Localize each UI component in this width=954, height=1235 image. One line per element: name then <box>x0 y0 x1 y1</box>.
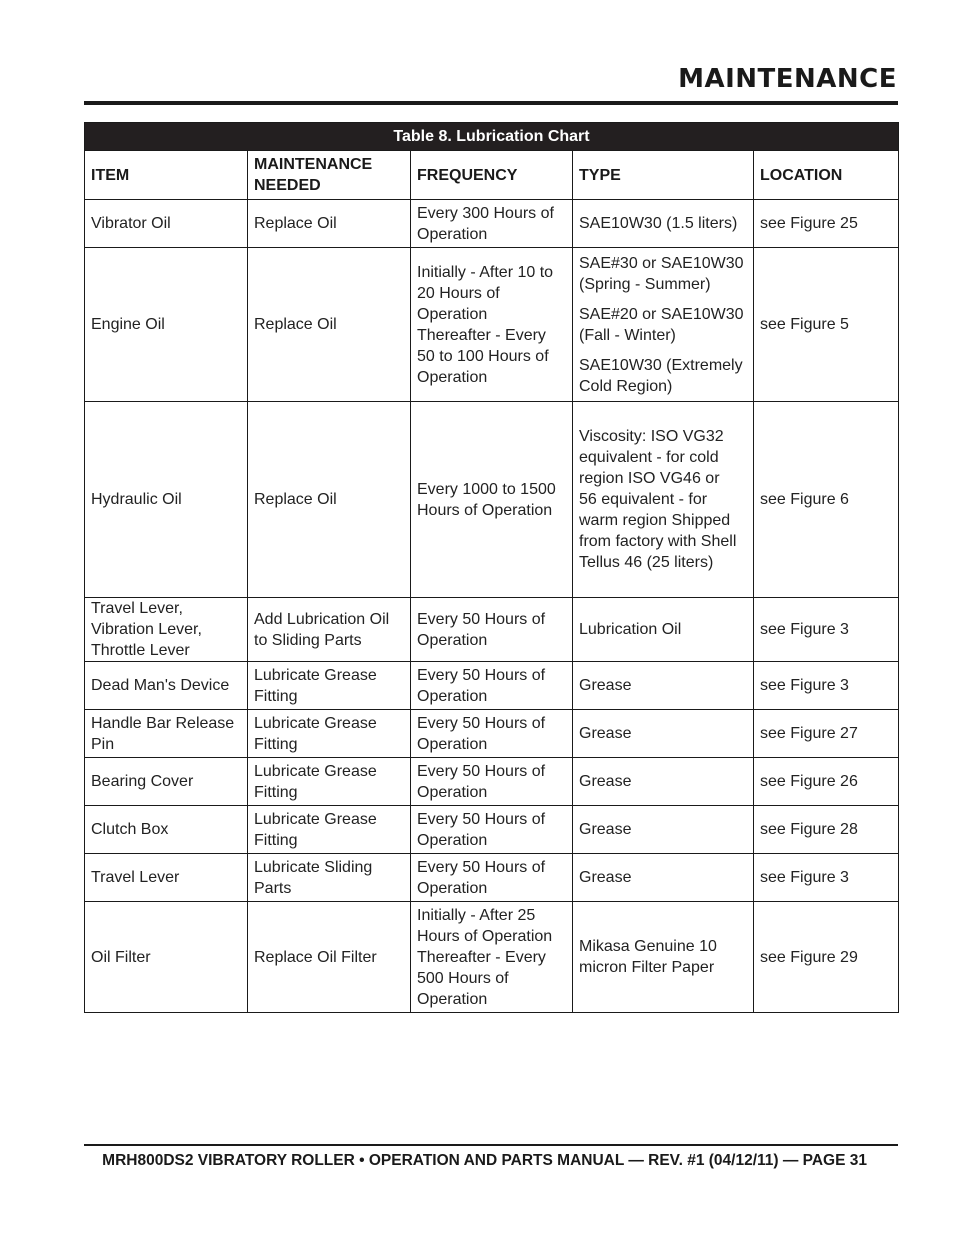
cell-type: Grease <box>573 758 754 806</box>
cell-type: Mikasa Genuine 10 micron Filter Paper <box>573 902 754 1013</box>
cell-item: Travel Lever <box>85 854 248 902</box>
cell-maintenance: Lubricate Grease Fitting <box>248 662 411 710</box>
table-row <box>85 662 899 710</box>
cell-location: see Figure 26 <box>754 758 899 806</box>
table-row <box>85 854 899 902</box>
table-row <box>85 248 899 402</box>
cell-frequency: Initially - After 10 to 20 Hours of Operation Thereafter - Every 50 to 100 Hours of Operation <box>411 248 573 402</box>
cell-location: see Figure 27 <box>754 710 899 758</box>
cell-frequency: Every 50 Hours of Operation <box>411 854 573 902</box>
cell-location: see Figure 25 <box>754 200 899 248</box>
cell-maintenance: Replace Oil <box>248 248 411 402</box>
footer-rule <box>84 1144 898 1146</box>
lubrication-chart-table <box>84 122 899 1013</box>
table-row <box>85 710 899 758</box>
cell-location: see Figure 3 <box>754 854 899 902</box>
cell-location: see Figure 5 <box>754 248 899 402</box>
table-row <box>85 402 899 598</box>
table-row <box>85 200 899 248</box>
column-header-location: LOCATION <box>754 151 899 200</box>
table-row <box>85 806 899 854</box>
cell-location: see Figure 6 <box>754 402 899 598</box>
cell-type: SAE10W30 (1.5 liters) <box>573 200 754 248</box>
cell-maintenance: Replace Oil <box>248 200 411 248</box>
cell-type: Grease <box>573 710 754 758</box>
cell-item: Clutch Box <box>85 806 248 854</box>
section-title: MAINTENANCE <box>678 64 897 94</box>
cell-frequency: Every 50 Hours of Operation <box>411 758 573 806</box>
cell-type <box>573 248 754 402</box>
cell-item: Engine Oil <box>85 248 248 402</box>
table-row <box>85 758 899 806</box>
cell-frequency: Every 50 Hours of Operation <box>411 806 573 854</box>
table-row <box>85 902 899 1013</box>
cell-frequency: Every 50 Hours of Operation <box>411 598 573 662</box>
cell-item: Vibrator Oil <box>85 200 248 248</box>
cell-item: Handle Bar Release Pin <box>85 710 248 758</box>
cell-type: Lubrication Oil <box>573 598 754 662</box>
cell-maintenance: Replace Oil Filter <box>248 902 411 1013</box>
header-rule <box>84 101 898 105</box>
column-header-type: TYPE <box>573 151 754 200</box>
cell-location: see Figure 3 <box>754 598 899 662</box>
cell-type: Grease <box>573 806 754 854</box>
cell-item: Dead Man's Device <box>85 662 248 710</box>
type-line: SAE10W30 (Extremely Cold Region) <box>579 356 743 395</box>
cell-frequency: Every 300 Hours of Operation <box>411 200 573 248</box>
table-header-row <box>85 151 899 200</box>
cell-location: see Figure 3 <box>754 662 899 710</box>
cell-type: Grease <box>573 854 754 902</box>
cell-type: Viscosity: ISO VG32 equivalent - for cold region ISO VG46 or 56 equivalent - for warm region Shipped from factory with Shell Tellus 46 (25 liters) <box>573 402 754 598</box>
cell-item: Bearing Cover <box>85 758 248 806</box>
table-title: Table 8. Lubrication Chart <box>85 123 899 151</box>
cell-location: see Figure 29 <box>754 902 899 1013</box>
cell-frequency: Initially - After 25 Hours of Operation Thereafter - Every 500 Hours of Operation <box>411 902 573 1013</box>
column-header-item: ITEM <box>85 151 248 200</box>
cell-frequency: Every 50 Hours of Operation <box>411 710 573 758</box>
cell-maintenance: Add Lubrication Oil to Sliding Parts <box>248 598 411 662</box>
column-header-maintenance: MAINTENANCE NEEDED <box>248 151 411 200</box>
cell-frequency: Every 50 Hours of Operation <box>411 662 573 710</box>
column-header-frequency: FREQUENCY <box>411 151 573 200</box>
page-footer: MRH800DS2 VIBRATORY ROLLER • OPERATION AND PARTS MANUAL — REV. #1 (04/12/11) — PAGE 31 <box>102 1152 867 1169</box>
type-line: SAE#20 or SAE10W30 (Fall - Winter) <box>579 305 744 344</box>
cell-item: Hydraulic Oil <box>85 402 248 598</box>
type-line: SAE#30 or SAE10W30 (Spring - Summer) <box>579 254 744 293</box>
cell-location: see Figure 28 <box>754 806 899 854</box>
cell-maintenance: Lubricate Grease Fitting <box>248 710 411 758</box>
cell-maintenance: Lubricate Sliding Parts <box>248 854 411 902</box>
cell-item: Oil Filter <box>85 902 248 1013</box>
cell-type: Grease <box>573 662 754 710</box>
cell-maintenance: Lubricate Grease Fitting <box>248 758 411 806</box>
cell-item: Travel Lever, Vibration Lever, Throttle Lever <box>85 598 248 662</box>
cell-maintenance: Replace Oil <box>248 402 411 598</box>
table-row <box>85 598 899 662</box>
cell-maintenance: Lubricate Grease Fitting <box>248 806 411 854</box>
cell-frequency: Every 1000 to 1500 Hours of Operation <box>411 402 573 598</box>
